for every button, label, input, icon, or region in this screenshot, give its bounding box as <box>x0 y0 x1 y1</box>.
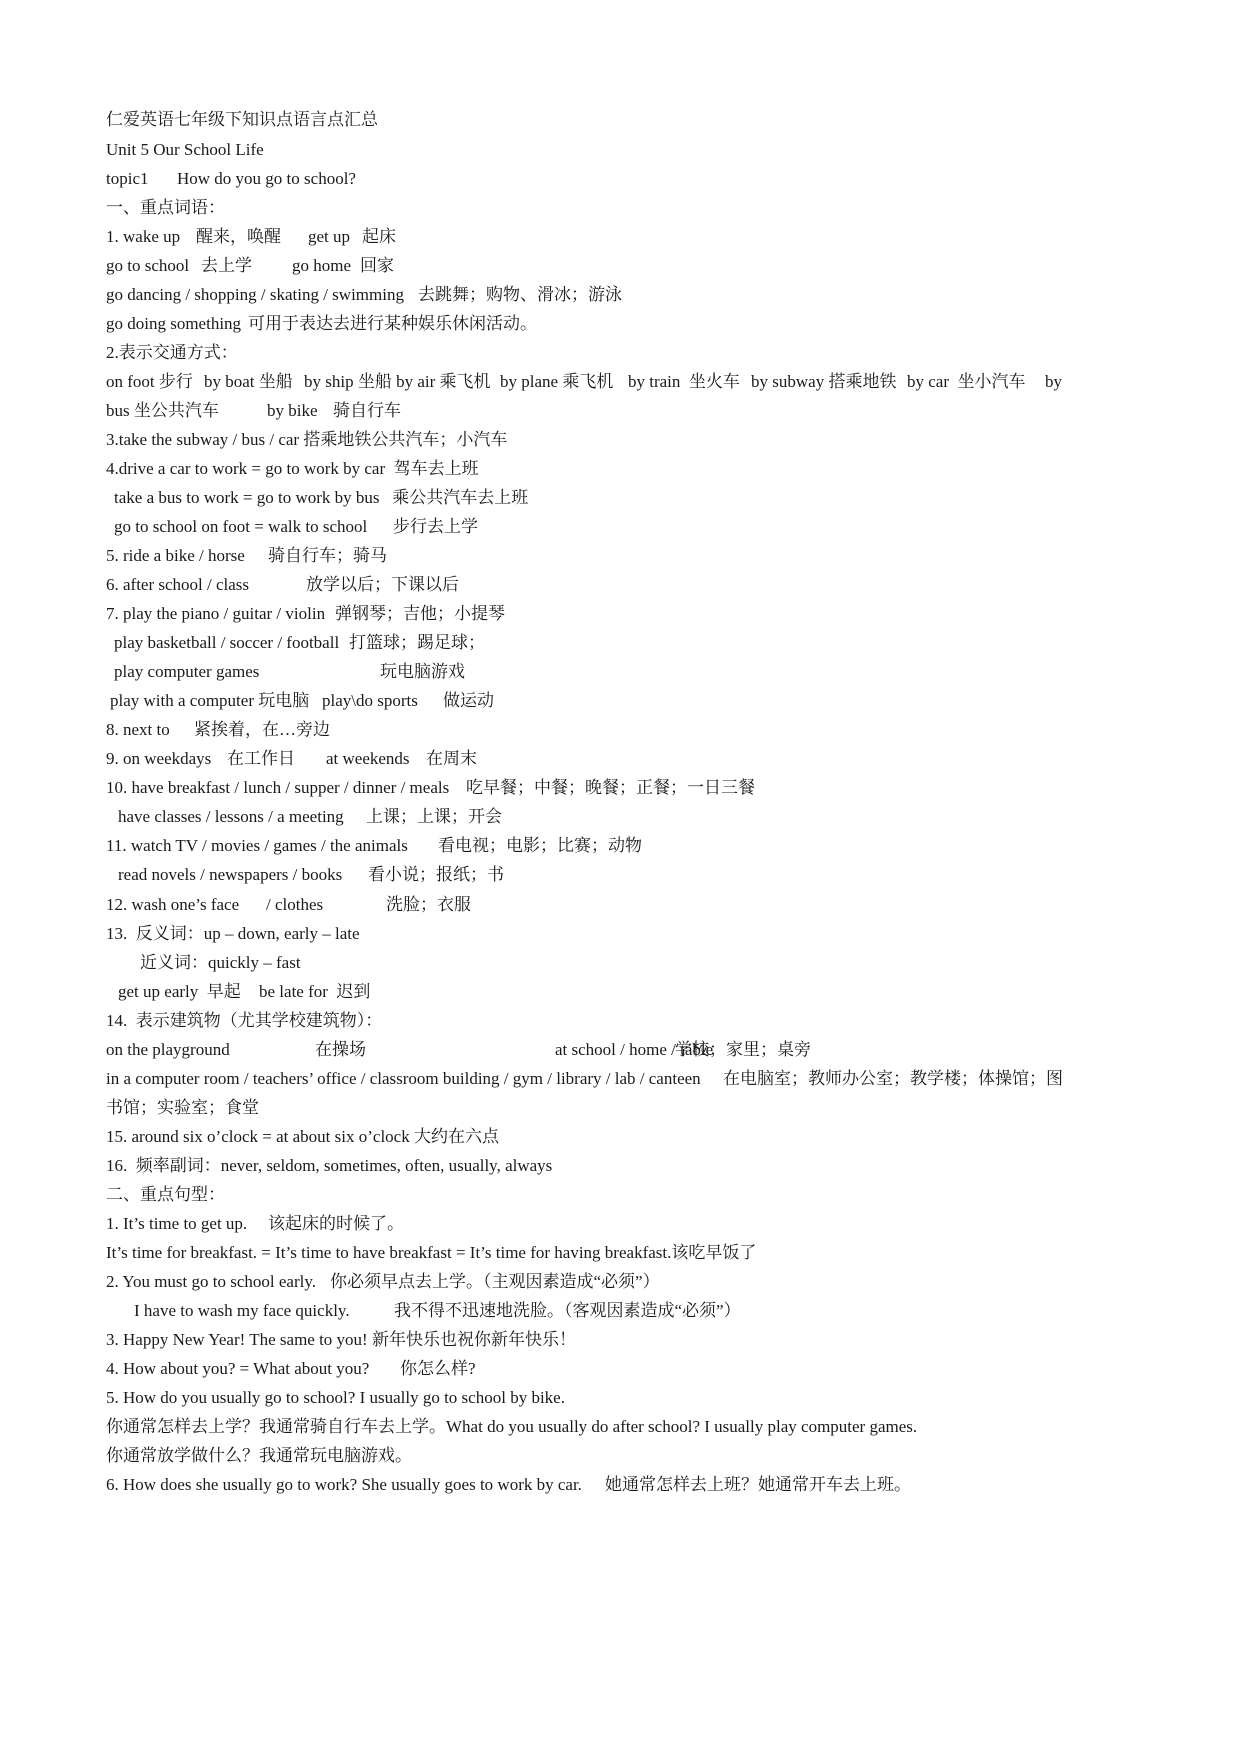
text-segment: play basketball / soccer / football <box>114 633 340 652</box>
text-segment: 在操场 <box>315 1040 366 1059</box>
text-segment: How do you go to school? <box>177 169 356 188</box>
text-line <box>0 429 1241 451</box>
text-line <box>0 168 1241 190</box>
text-segment: 11. watch TV / movies / games / the animals <box>106 836 408 855</box>
text-segment: 你通常放学做什么？我通常玩电脑游戏。 <box>106 1446 412 1465</box>
text-segment: 二、重点句型： <box>106 1185 225 1204</box>
text-line <box>0 894 1241 916</box>
text-line <box>0 226 1241 248</box>
text-segment: play with a computer 玩电脑 <box>110 691 310 710</box>
text-line <box>0 1126 1241 1148</box>
text-segment: by train 坐火车 <box>628 372 740 391</box>
text-line <box>0 1010 1241 1032</box>
text-segment: It’s time for breakfast. = It’s time to have breakfast = It’s time for having breakfast.该吃早饭了 <box>106 1243 757 1262</box>
text-segment: 14. 表示建筑物（尤其学校建筑物）： <box>106 1011 383 1030</box>
text-segment: go to school <box>106 256 190 275</box>
text-segment: 1. wake up <box>106 227 181 246</box>
text-segment: by boat 坐船 <box>204 372 293 391</box>
text-segment: 玩电脑游戏 <box>380 662 465 681</box>
text-segment: 6. How does she usually go to work? She usually goes to work by car. <box>106 1475 582 1494</box>
text-segment: bus 坐公共汽车 <box>106 401 219 420</box>
text-segment: by car 坐小汽车 <box>907 372 1026 391</box>
text-segment: 12. wash one’s face <box>106 895 240 914</box>
text-segment: by bike <box>267 401 318 420</box>
text-segment: get up early 早起 <box>118 982 241 1001</box>
text-segment: play\do sports <box>322 691 418 710</box>
text-line <box>0 255 1241 277</box>
text-segment: go dancing / shopping / skating / swimming <box>106 285 404 304</box>
text-line <box>0 574 1241 596</box>
text-segment: by subway 搭乘地铁 <box>751 372 897 391</box>
text-segment: 你怎么样? <box>400 1359 476 1378</box>
text-segment: 4.drive a car to work = go to work by car 驾车去上班 <box>106 459 479 478</box>
text-segment: 7. play the piano / guitar / violin <box>106 604 326 623</box>
text-segment: 去上学 <box>201 256 252 275</box>
text-line <box>0 458 1241 480</box>
text-line <box>0 139 1241 161</box>
text-segment: 该起床的时候了。 <box>268 1214 404 1233</box>
text-line <box>0 1213 1241 1235</box>
text-segment: 步行去上学 <box>393 517 478 536</box>
text-segment: 骑自行车；骑马 <box>268 546 387 565</box>
text-segment: at weekends <box>326 749 410 768</box>
text-segment: 你必须早点去上学。（主观因素造成“必须”） <box>330 1272 660 1291</box>
text-segment: read novels / newspapers / books <box>118 865 343 884</box>
text-segment: 在工作日 <box>227 749 295 768</box>
text-segment: 5. ride a bike / horse <box>106 546 245 565</box>
text-segment: 8. next to <box>106 720 170 739</box>
text-segment: 10. have breakfast / lunch / supper / dinner / meals <box>106 778 450 797</box>
text-segment: 洗脸；衣服 <box>386 895 471 914</box>
text-segment: 3.take the subway / bus / car 搭乘地铁公共汽车；小汽车 <box>106 430 508 449</box>
text-segment: 2. You must go to school early. <box>106 1272 316 1291</box>
text-line <box>0 748 1241 770</box>
text-line <box>0 864 1241 886</box>
text-line <box>0 1445 1241 1467</box>
text-segment: 1. It’s time to get up. <box>106 1214 248 1233</box>
text-line <box>0 545 1241 567</box>
text-segment: 放学以后；下课以后 <box>306 575 459 594</box>
text-line <box>0 1271 1241 1293</box>
text-line <box>0 1039 1241 1061</box>
text-segment: go doing something <box>106 314 242 333</box>
text-line <box>0 1329 1241 1351</box>
text-line <box>0 1358 1241 1380</box>
text-segment: by <box>1045 372 1062 391</box>
text-segment: 醒来，唤醒 <box>196 227 281 246</box>
text-segment: 她通常怎样去上班？她通常开车去上班。 <box>605 1475 911 1494</box>
text-segment: 我不得不迅速地洗脸。（客观因素造成“必须”） <box>394 1301 741 1320</box>
text-line <box>0 1155 1241 1177</box>
text-segment: go home <box>292 256 352 275</box>
text-line <box>0 109 1241 131</box>
text-segment: 骑自行车 <box>333 401 401 420</box>
text-segment: in a computer room / teachers’ office / classroom building / gym / library / lab / canteen <box>106 1069 701 1088</box>
text-line <box>0 284 1241 306</box>
text-line <box>0 1097 1241 1119</box>
text-segment: 16. 频率副词：never, seldom, sometimes, often, usually, always <box>106 1156 553 1175</box>
text-line <box>0 690 1241 712</box>
text-segment: 15. around six o’clock = at about six o’clock 大约在六点 <box>106 1127 499 1146</box>
text-line <box>0 516 1241 538</box>
text-segment: 书馆；实验室；食堂 <box>106 1098 259 1117</box>
text-segment: 打篮球；踢足球； <box>349 633 485 652</box>
text-segment: 回家 <box>360 256 394 275</box>
text-segment: on the playground <box>106 1040 230 1059</box>
text-line <box>0 342 1241 364</box>
text-segment: 在周末 <box>426 749 477 768</box>
text-segment: / clothes <box>266 895 324 914</box>
text-segment: take a bus to work = go to work by bus 乘公共汽车去上班 <box>114 488 529 507</box>
text-line <box>0 661 1241 683</box>
text-line <box>0 806 1241 828</box>
text-line <box>0 632 1241 654</box>
text-segment: 仁爱英语七年级下知识点语言点汇总 <box>106 110 378 129</box>
text-segment: 13. 反义词：up – down, early – late <box>106 924 360 943</box>
text-line <box>0 981 1241 1003</box>
text-line <box>0 719 1241 741</box>
text-segment: topic1 <box>106 169 149 188</box>
text-segment: by ship 坐船 by air 乘飞机 <box>304 372 491 391</box>
text-segment: 2.表示交通方式： <box>106 343 238 362</box>
text-line <box>0 1068 1241 1090</box>
text-segment: 学校；家里；桌旁 <box>675 1040 811 1059</box>
text-segment: play computer games <box>114 662 260 681</box>
text-line <box>0 1300 1241 1322</box>
text-line <box>0 1242 1241 1264</box>
text-segment: 可用于表达去进行某种娱乐休闲活动。 <box>248 314 537 333</box>
text-line <box>0 197 1241 219</box>
text-line <box>0 1387 1241 1409</box>
text-segment: 近义词：quickly – fast <box>140 953 301 972</box>
text-segment: 5. How do you usually go to school? I usually go to school by bike. <box>106 1388 565 1407</box>
text-segment: 上课；上课；开会 <box>366 807 502 826</box>
text-line <box>0 371 1241 393</box>
text-line <box>0 1184 1241 1206</box>
text-segment: go to school on foot = walk to school <box>114 517 368 536</box>
text-line <box>0 835 1241 857</box>
text-line <box>0 313 1241 335</box>
text-segment: Unit 5 Our School Life <box>106 140 264 159</box>
text-segment: 4. How about you? = What about you? <box>106 1359 370 1378</box>
text-segment: at school / home / table <box>555 1040 714 1059</box>
text-segment: get up <box>308 227 351 246</box>
text-segment: have classes / lessons / a meeting <box>118 807 344 826</box>
text-segment: 你通常怎样去上学？我通常骑自行车去上学。What do you usually do after school? I usually play computer games. <box>106 1417 918 1436</box>
text-segment: on foot 步行 <box>106 372 193 391</box>
text-line <box>0 487 1241 509</box>
text-segment: 看小说；报纸；书 <box>368 865 504 884</box>
text-segment: 起床 <box>362 227 396 246</box>
text-segment: 6. after school / class <box>106 575 250 594</box>
text-segment: 做运动 <box>443 691 494 710</box>
text-segment: 去跳舞；购物、滑冰；游泳 <box>418 285 622 304</box>
text-segment: 在电脑室；教师办公室；教学楼；体操馆；图 <box>723 1069 1063 1088</box>
text-segment: 3. Happy New Year! The same to you! 新年快乐也祝你新年快乐！ <box>106 1330 576 1349</box>
text-segment: 一、重点词语： <box>106 198 225 217</box>
text-line <box>0 923 1241 945</box>
text-segment: 紧挨着，在…旁边 <box>194 720 330 739</box>
text-line <box>0 952 1241 974</box>
text-segment: by plane 乘飞机 <box>500 372 614 391</box>
text-line <box>0 777 1241 799</box>
text-line <box>0 1416 1241 1438</box>
text-segment: be late for 迟到 <box>259 982 371 1001</box>
text-line <box>0 603 1241 625</box>
text-segment: 看电视；电影；比赛；动物 <box>438 836 642 855</box>
text-line <box>0 1474 1241 1496</box>
text-segment: 弹钢琴；吉他；小提琴 <box>335 604 505 623</box>
text-line <box>0 400 1241 422</box>
text-segment: 9. on weekdays <box>106 749 212 768</box>
text-segment: I have to wash my face quickly. <box>134 1301 350 1320</box>
text-segment: 吃早餐；中餐；晚餐；正餐；一日三餐 <box>466 778 755 797</box>
